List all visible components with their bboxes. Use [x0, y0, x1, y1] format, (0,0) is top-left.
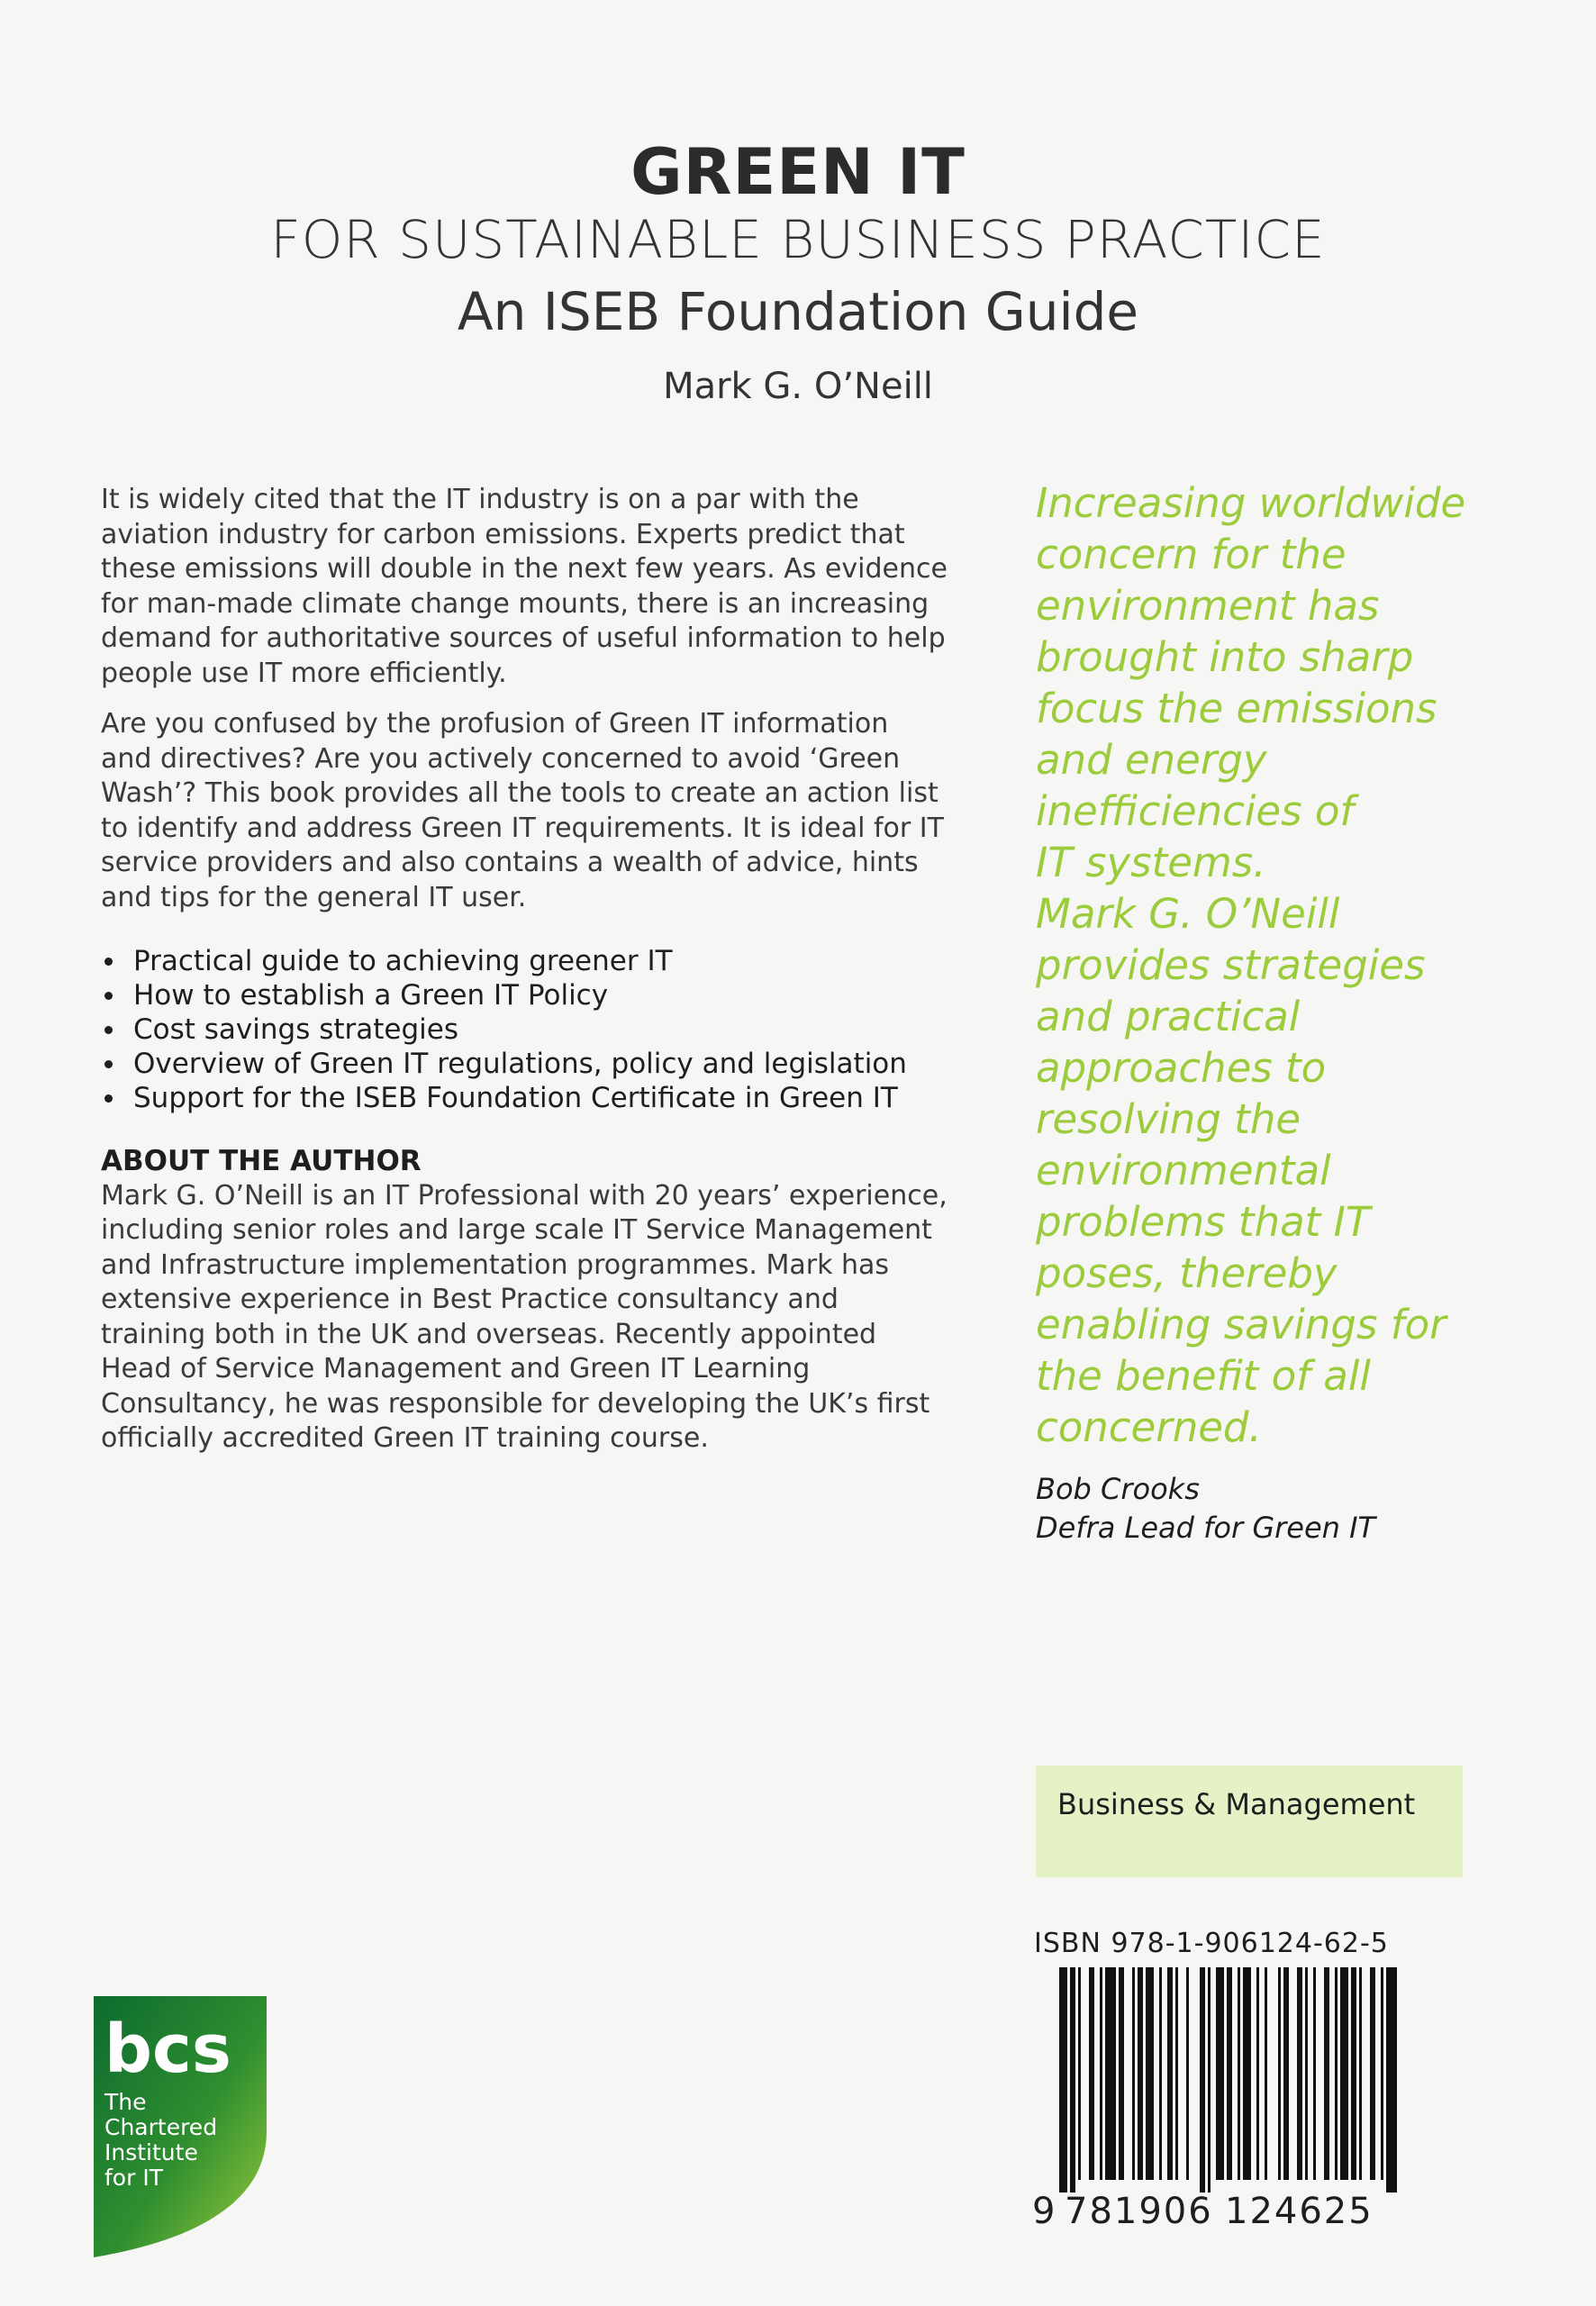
feature-text: Support for the ISEB Foundation Certificate in Green IT	[133, 1082, 898, 1114]
barcode-bar	[1089, 1967, 1094, 2180]
quote-line: and practical	[1036, 993, 1301, 1040]
bcs-logo-caption	[104, 2090, 217, 2191]
barcode-bar	[1381, 1967, 1383, 2180]
barcode-bar	[1305, 1967, 1308, 2180]
feature-text: Overview of Green IT regulations, policy and legislation	[133, 1048, 907, 1080]
quote-line: brought into sharp	[1036, 633, 1414, 681]
barcode-bar	[1200, 1967, 1205, 2193]
barcode-bar	[1138, 1967, 1143, 2180]
quote-line: approaches to	[1036, 1044, 1327, 1092]
logo-caption-line: The	[104, 2089, 147, 2115]
barcode-bar	[1370, 1967, 1375, 2180]
quote-line: environmental	[1036, 1147, 1331, 1194]
barcode-digits-right: 124625	[1225, 2191, 1374, 2232]
quote-line: environment has	[1036, 582, 1380, 630]
about-author-text: Mark G. O’Neill is an IT Professional with 20 years’ experience, including senior roles and large scale IT Service Management and Infrastructure implementation programmes. Mark has extensive experience in Best Practice consultancy and training both in the UK and overseas. Recently appointed Head of Service Management and Green IT Learning Consultancy, he was responsible for developing the UK’s first officially accredited Green IT training course.	[101, 1179, 948, 1454]
feature-text: Practical guide to achieving greener IT	[133, 945, 673, 977]
about-author-heading: ABOUT THE AUTHOR	[101, 1145, 422, 1177]
barcode-bar	[1105, 1967, 1116, 2180]
barcode-bar	[1100, 1967, 1102, 2180]
barcode-bar	[1070, 1967, 1075, 2193]
barcode-bar	[1078, 1967, 1081, 2180]
quote-line: concerned.	[1036, 1403, 1262, 1451]
feature-list-item	[101, 978, 948, 1012]
barcode-bar	[1256, 1967, 1259, 2180]
barcode-digit-first: 9	[1032, 2191, 1056, 2232]
barcode-bar	[1227, 1967, 1232, 2180]
barcode-bar	[1313, 1967, 1316, 2180]
logo-caption-line: Chartered	[104, 2114, 218, 2140]
bullet-icon	[104, 958, 113, 966]
quote-line: poses, thereby	[1036, 1249, 1338, 1297]
barcode-bar	[1386, 1967, 1397, 2193]
bcs-wordmark: bcs	[104, 2011, 231, 2088]
barcode-bar	[1119, 1967, 1124, 2180]
bullet-icon	[104, 1026, 113, 1034]
quote-line: concern for the	[1036, 531, 1347, 578]
book-tagline: An ISEB Foundation Guide	[457, 281, 1139, 342]
barcode-bar	[1335, 1967, 1338, 2180]
book-title: GREEN IT	[630, 135, 966, 209]
feature-list-item	[101, 1081, 948, 1115]
barcode-bar	[1208, 1967, 1211, 2193]
quote-line: inefficiencies of	[1036, 787, 1355, 835]
quote-line: problems that IT	[1036, 1198, 1371, 1246]
endorsement-quote	[1036, 477, 1540, 1453]
barcode-bar	[1297, 1967, 1302, 2180]
barcode-bar	[1278, 1967, 1281, 2180]
barcode-bar	[1167, 1967, 1173, 2180]
logo-caption-line: for IT	[104, 2165, 163, 2191]
barcode-bar	[1159, 1967, 1162, 2180]
barcode-bar	[1059, 1967, 1067, 2193]
quote-line: enabling savings for	[1036, 1301, 1446, 1348]
barcode-bar	[1146, 1967, 1154, 2180]
barcode-bar	[1216, 1967, 1224, 2180]
quote-line: provides strategies	[1036, 941, 1426, 989]
barcode-bar	[1186, 1967, 1189, 2180]
category-box	[1036, 1766, 1463, 1877]
barcode-bar	[1351, 1967, 1356, 2180]
barcode-digits-left: 781906	[1065, 2191, 1213, 2232]
feature-list-item	[101, 944, 948, 978]
barcode-bar	[1175, 1967, 1178, 2180]
description-paragraph-1: It is widely cited that the IT industry is on a par with the aviation industry for carbon emissions. Experts predict that these emissions will double in the next few years. As evidence for man-made climate change mounts, there is an increasing demand for authoritative sources of useful information to help people use IT more efficiently.	[101, 484, 948, 689]
quote-line: Mark G. O’Neill	[1036, 890, 1340, 938]
isbn-label: ISBN 978-1-906124-62-5	[1034, 1928, 1389, 1959]
feature-text: How to establish a Green IT Policy	[133, 979, 609, 1012]
attribution-role: Defra Lead for Green IT	[1036, 1511, 1376, 1545]
bcs-logo	[94, 1996, 267, 2257]
quote-attribution	[1036, 1470, 1540, 1548]
feature-list	[101, 944, 948, 1115]
book-author: Mark G. O’Neill	[663, 366, 933, 407]
barcode-bar	[1359, 1967, 1362, 2180]
quote-line: Increasing worldwide	[1036, 479, 1466, 527]
bullet-icon	[104, 1094, 113, 1103]
barcode-bar	[1340, 1967, 1348, 2180]
quote-line: IT systems.	[1036, 839, 1266, 886]
quote-line: resolving the	[1036, 1095, 1301, 1143]
feature-list-item	[101, 1012, 948, 1047]
barcode-bars	[1032, 1967, 1410, 2193]
description-paragraph-2: Are you confused by the profusion of Green IT information and directives? Are you actively concerned to avoid ‘Green Wash’? This book provides all the tools to create an action list to identify and address Green IT requirements. It is ideal for IT service providers and also contains a wealth of advice, hints and tips for the general IT user.	[101, 708, 944, 913]
quote-line: the benefit of all	[1036, 1352, 1371, 1400]
book-subtitle: FOR SUSTAINABLE BUSINESS PRACTICE	[270, 209, 1326, 270]
barcode-bar	[1132, 1967, 1135, 2180]
bullet-icon	[104, 1060, 113, 1068]
logo-caption-line: Institute	[104, 2139, 198, 2165]
quote-line: focus the emissions	[1036, 685, 1437, 732]
feature-list-item	[101, 1047, 948, 1081]
barcode-bar	[1283, 1967, 1289, 2180]
feature-text: Cost savings strategies	[133, 1013, 458, 1046]
barcode-bar	[1238, 1967, 1240, 2180]
description-column	[101, 483, 948, 1457]
barcode	[1032, 1967, 1410, 2238]
attribution-name: Bob Crooks	[1036, 1472, 1200, 1506]
category-label: Business & Management	[1057, 1787, 1416, 1821]
barcode-bar	[1265, 1967, 1267, 2180]
barcode-bar	[1324, 1967, 1329, 2180]
barcode-bar	[1243, 1967, 1251, 2180]
bullet-icon	[104, 992, 113, 1000]
quote-line: and energy	[1036, 736, 1267, 784]
